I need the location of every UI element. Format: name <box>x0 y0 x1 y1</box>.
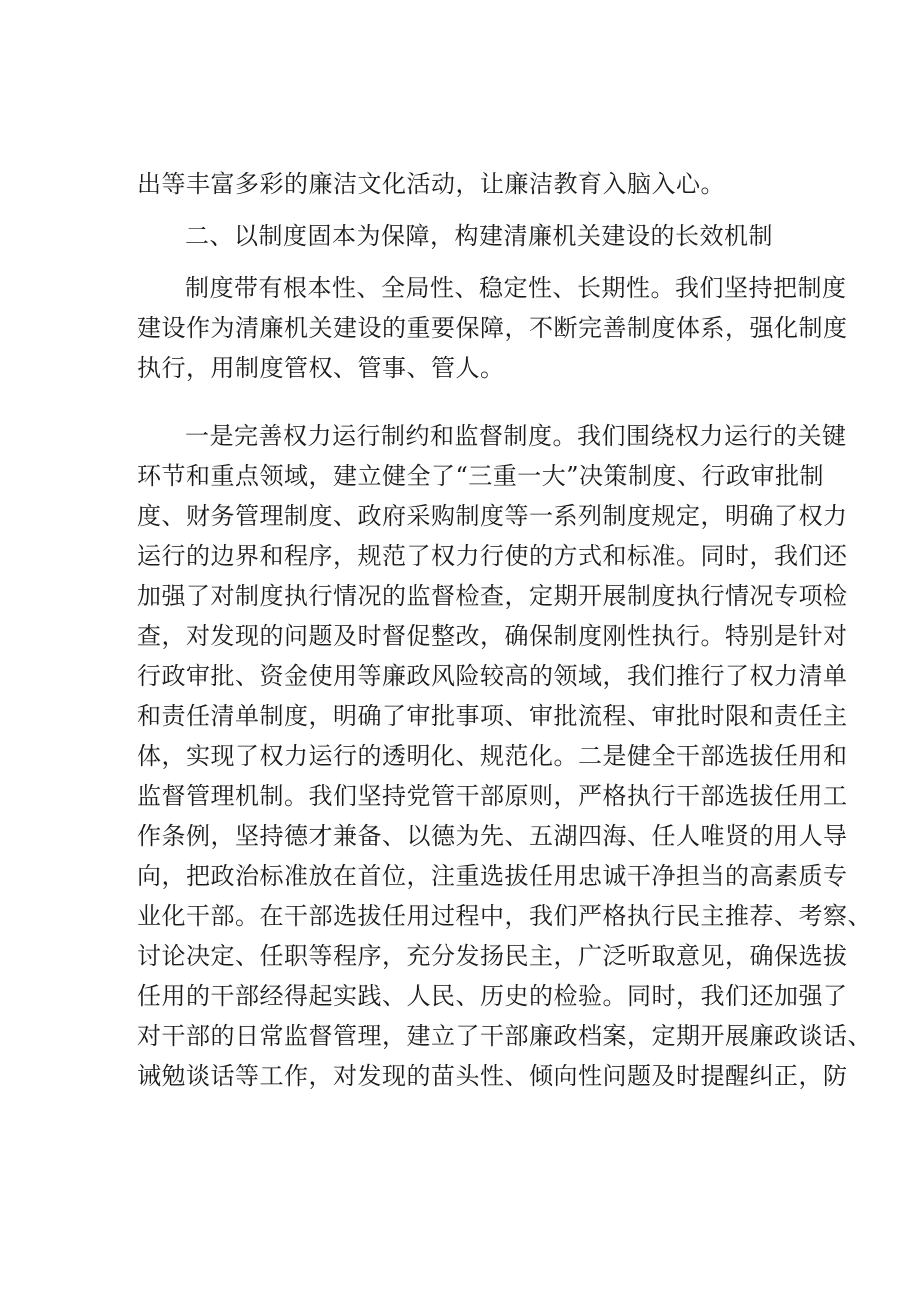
paragraph-line: 讨论决定、任职等程序，充分发扬民主，广泛听取意见，确保选拔 <box>137 942 848 970</box>
paragraph-line: 诫勉谈话等工作，对发现的苗头性、倾向性问题及时提醒纠正，防 <box>137 1062 848 1090</box>
paragraph-line: 任用的干部经得起实践、人民、历史的检验。同时，我们还加强了 <box>137 982 848 1010</box>
paragraph-line: 建设作为清廉机关建设的重要保障，不断完善制度体系，强化制度 <box>137 314 848 342</box>
paragraph-line: 体，实现了权力运行的透明化、规范化。二是健全干部选拔任用和 <box>137 742 848 770</box>
paragraph-line: 度、财务管理制度、政府采购制度等一系列制度规定，明确了权力 <box>137 502 848 530</box>
paragraph-intro <box>137 164 797 204</box>
paragraph-line: 执行，用制度管权、管事、管人。 <box>137 354 505 382</box>
paragraph-line: 业化干部。在干部选拔任用过程中，我们严格执行民主推荐、考察、 <box>137 902 872 930</box>
paragraph-line: 环节和重点领域，建立健全了“三重一大”决策制度、行政审批制 <box>137 462 825 490</box>
paragraph-line: 加强了对制度执行情况的监督检查，定期开展制度执行情况专项检 <box>137 582 848 610</box>
paragraph-line: 行政审批、资金使用等廉政风险较高的领域，我们推行了权力清单 <box>137 662 848 690</box>
document-body <box>137 164 872 1096</box>
paragraph-line: 查，对发现的问题及时督促整改，确保制度刚性执行。特别是针对 <box>137 622 848 650</box>
paragraph-line: 对干部的日常监督管理，建立了干部廉政档案，定期开展廉政谈话、 <box>137 1022 872 1050</box>
paragraph-line: 出等丰富多彩的廉洁文化活动，让廉洁教育入脑入心。 <box>137 170 725 198</box>
section-heading <box>137 216 797 256</box>
paragraph-line: 监督管理机制。我们坚持党管干部原则，严格执行干部选拔任用工 <box>137 782 848 810</box>
paragraph-line: 和责任清单制度，明确了审批事项、审批流程、审批时限和责任主 <box>137 702 848 730</box>
paragraph-system <box>137 268 848 388</box>
section-heading-text: 二、以制度固本为保障，构建清廉机关建设的长效机制 <box>185 222 773 250</box>
paragraph-line: 制度带有根本性、全局性、稳定性、长期性。我们坚持把制度 <box>185 274 847 302</box>
paragraph-power <box>137 416 872 1096</box>
paragraph-line: 一是完善权力运行制约和监督制度。我们围绕权力运行的关键 <box>185 422 847 450</box>
paragraph-line: 运行的边界和程序，规范了权力行使的方式和标准。同时，我们还 <box>137 542 848 570</box>
paragraph-line: 作条例，坚持德才兼备、以德为先、五湖四海、任人唯贤的用人导 <box>137 822 848 850</box>
paragraph-line: 向，把政治标准放在首位，注重选拔任用忠诚干净担当的高素质专 <box>137 862 848 890</box>
